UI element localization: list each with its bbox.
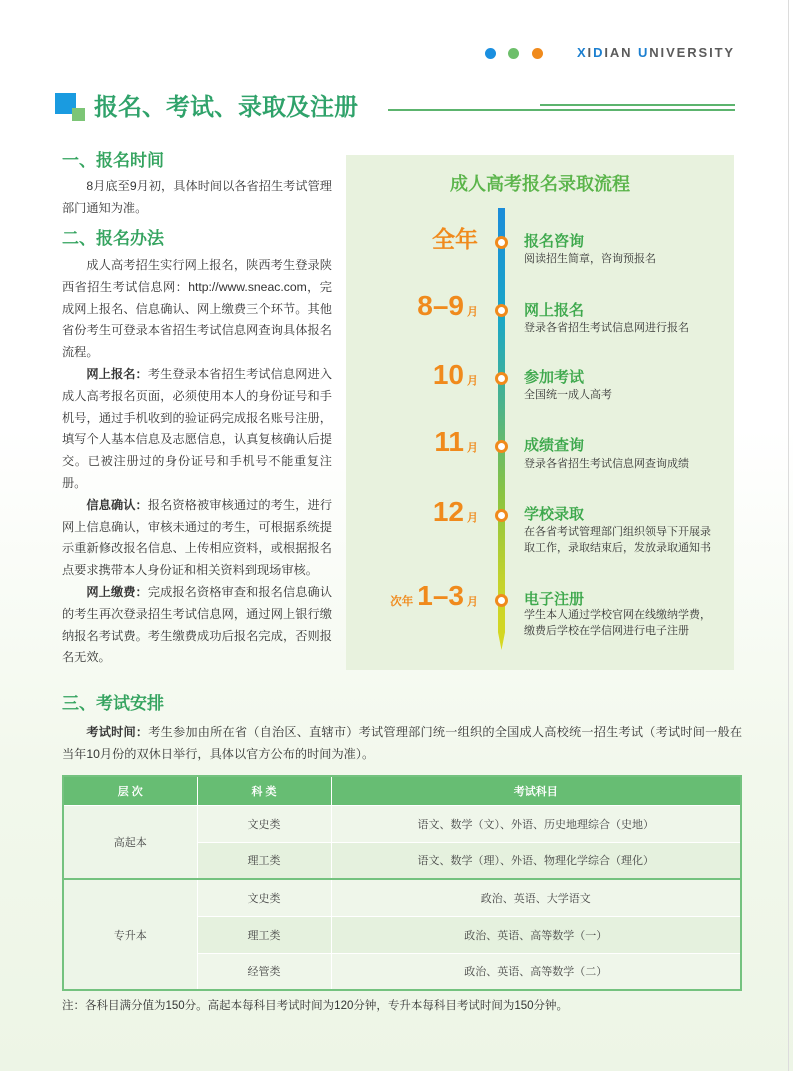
- date-main: 1–3: [417, 580, 464, 611]
- step-desc: 阅读招生简章，咨询预报名: [524, 253, 656, 265]
- category-cell: 理工类: [197, 842, 331, 879]
- brand-letter: U: [637, 45, 650, 60]
- registration-method-text: [62, 255, 332, 669]
- category-cell: 经管类: [197, 953, 331, 990]
- date-main: 8–9: [417, 290, 464, 321]
- date-prefix: 次年: [390, 596, 414, 608]
- date-unit: 月: [467, 512, 478, 524]
- header-level: 层 次: [63, 776, 197, 805]
- online-payment-paragraph: [62, 582, 332, 669]
- step-desc: 登录各省招生考试信息网进行报名: [524, 322, 689, 334]
- date-unit: 月: [467, 596, 478, 608]
- category-cell: 理工类: [197, 916, 331, 953]
- date-unit: 月: [467, 442, 478, 454]
- date-main: 全年: [432, 226, 478, 252]
- blue-dot-icon: [485, 48, 496, 59]
- subjects-cell: 政治、英语、高等数学（二）: [331, 953, 741, 990]
- footnote: 注：各科目满分值为150分。高起本每科目考试时间为120分钟，专升本每科目考试时间为150分钟。: [62, 1000, 569, 1012]
- timeline-node-icon: [495, 372, 508, 385]
- step-desc: 学生本人通过学校官网在线缴纳学费，缴费后学校在学信网进行电子注册: [524, 609, 711, 637]
- step-date: [346, 291, 478, 327]
- divider-line-short: [540, 104, 735, 106]
- section-heading-registration-time: 一、报名时间: [62, 151, 164, 170]
- step-date: [346, 581, 478, 617]
- step-date: [346, 360, 478, 396]
- table-header-row: [63, 776, 741, 805]
- step-title: 参加考试: [524, 369, 585, 386]
- timeline-node-icon: [495, 594, 508, 607]
- timeline-node-icon: [495, 509, 508, 522]
- paragraph-label: 考试时间：: [86, 725, 149, 739]
- paragraph-body: 完成报名资格审查和报名信息确认的考生再次登录招生考试信息网，通过网上银行缴纳报名考试费。考生缴费成功后报名完成，否则报名无效。: [62, 584, 333, 665]
- table-row: [63, 805, 741, 842]
- brand-letter: D: [593, 45, 605, 60]
- paragraph-label: 网上报名：: [86, 366, 148, 381]
- info-confirmation-paragraph: [62, 495, 332, 582]
- header-subjects: 考试科目: [331, 776, 741, 805]
- step-title: 成绩查询: [524, 437, 585, 454]
- paragraph-body: 考生参加由所在省（自治区、直辖市）考试管理部门统一组织的全国成人高校统一招生考试（考试时间一般在当年10月份的双休日举行，具体以官方公布的时间为准）。: [62, 725, 743, 761]
- step-date: [346, 427, 478, 463]
- step-title: 电子注册: [524, 591, 585, 608]
- brand-letters: NIVERSITY: [649, 45, 735, 60]
- level-cell: 高起本: [63, 805, 197, 879]
- timeline-bar: [498, 208, 505, 650]
- brand-letters: IAN: [604, 45, 638, 60]
- green-square-icon: [72, 108, 85, 121]
- flow-title: 成人高考报名录取流程: [450, 174, 630, 194]
- timeline-node-icon: [495, 236, 508, 249]
- step-title: 网上报名: [524, 302, 585, 319]
- step-title: 学校录取: [524, 506, 585, 523]
- timeline-node-icon: [495, 304, 508, 317]
- brand-letter: X: [576, 45, 588, 60]
- date-unit: 月: [467, 306, 478, 318]
- registration-time-text: [62, 175, 332, 219]
- level-cell: 专升本: [63, 879, 197, 990]
- table-row: [63, 879, 741, 916]
- step-desc: 全国统一成人高考: [524, 389, 612, 401]
- step-desc: 在各省考试管理部门组织领导下开展录取工作，录取结束后，发放录取通知书: [524, 526, 711, 554]
- step-desc: 登录各省招生考试信息网查询成绩: [524, 458, 689, 470]
- category-cell: 文史类: [197, 805, 331, 842]
- subjects-cell: 语文、数学（理）、外语、物理化学综合（理化）: [331, 842, 741, 879]
- category-cell: 文史类: [197, 879, 331, 916]
- step-date: [346, 224, 478, 258]
- divider-line-long: [388, 109, 735, 111]
- method-intro-paragraph: 成人高考招生实行网上报名，陕西考生登录陕西省招生考试信息网：http://www.sneac.com，完成网上报名、信息确认、网上缴费三个环节。其他省份考生可登录本省招生考试信息网查询具体报名流程。: [62, 258, 332, 360]
- step-title: 报名咨询: [524, 233, 585, 250]
- header-category: 科 类: [197, 776, 331, 805]
- section-heading-registration-method: 二、报名办法: [62, 229, 164, 248]
- paragraph-label: 网上缴费：: [86, 584, 148, 599]
- brand-letter: I: [587, 45, 594, 60]
- paragraph-label: 信息确认：: [86, 497, 148, 512]
- date-main: 12: [432, 496, 464, 527]
- exam-subjects-table: [62, 775, 742, 991]
- paragraph-body: 报名资格被审核通过的考生，进行网上信息确认，审核未通过的考生，可根据系统提示重新修改报名信息、上传相应资料，或根据报名点要求携带本人身份证和相关资料到现场审核。: [62, 497, 333, 578]
- subjects-cell: 政治、英语、大学语文: [331, 879, 741, 916]
- date-main: 11: [434, 426, 464, 457]
- orange-dot-icon: [532, 48, 543, 59]
- step-date: [346, 497, 478, 533]
- green-dot-icon: [508, 48, 519, 59]
- subjects-cell: 语文、数学（文）、外语、历史地理综合（史地）: [331, 805, 741, 842]
- page-title: 报名、考试、录取及注册: [94, 94, 358, 121]
- exam-time-paragraph: [62, 721, 742, 765]
- university-name: [577, 44, 735, 62]
- date-unit: 月: [467, 375, 478, 387]
- paragraph: 8月底至9月初，具体时间以各省招生考试管理部门通知为准。: [62, 179, 332, 215]
- timeline-node-icon: [495, 440, 508, 453]
- date-main: 10: [432, 359, 464, 390]
- page-edge: [788, 0, 789, 1071]
- subjects-cell: 政治、英语、高等数学（一）: [331, 916, 741, 953]
- section-heading-exam-arrangement: 三、考试安排: [62, 694, 164, 713]
- online-registration-paragraph: [62, 364, 332, 495]
- paragraph-body: 考生登录本省招生考试信息网进入成人高考报名页面，必须使用本人的身份证号和手机号，通过手机收到的验证码完成报名账号注册，填写个人基本信息及志愿信息，认真复核确认后提交。已被注册过的身份证号和手机号不能重复注册。: [62, 366, 333, 490]
